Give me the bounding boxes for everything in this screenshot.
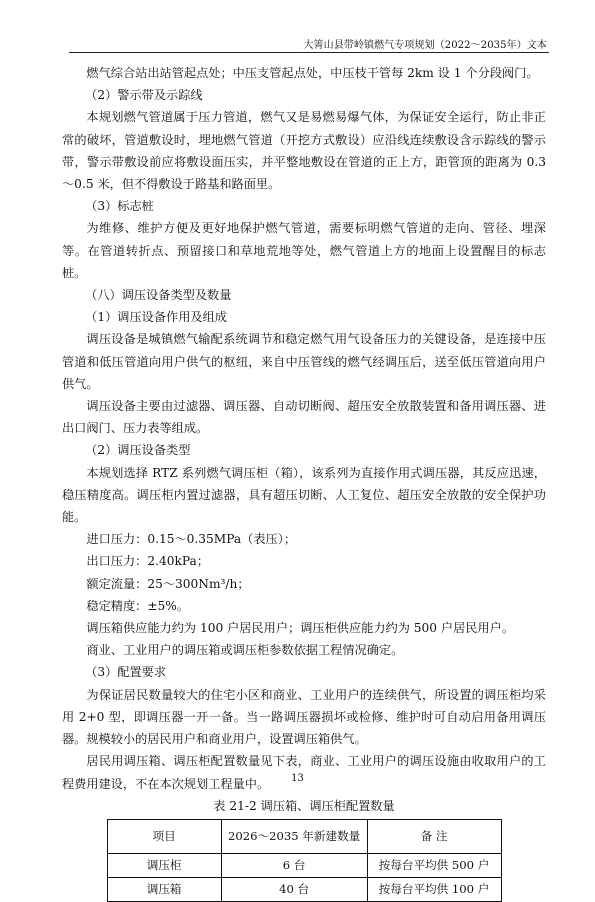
column-header-note: 备 注	[367, 819, 501, 853]
paragraph-valve-locations: 燃气综合站出站管起点处；中压支管起点处，中压枝干管每 2km 设 1 个分段阀门。	[86, 66, 539, 80]
paragraph-marker-post: 为维修、维护方便及更好地保护燃气管道，需要标明燃气管道的走向、管径、埋深等。在管道转折点、预留接口和草地荒地等处，燃气管道上方的地面上设置醒目的标志桩。	[62, 221, 546, 280]
table-header-row	[107, 819, 501, 853]
heading-config: （3）配置要求	[85, 665, 167, 680]
spec-accuracy: 稳定精度：±5%。	[86, 598, 190, 613]
cell-quantity: 6 台	[221, 853, 367, 877]
cell-note: 按每台平均供 100 户	[367, 877, 501, 901]
spec-outlet-pressure: 出口压力：2.40kPa；	[86, 554, 209, 569]
heading-regulator-role: （1）调压设备作用及组成	[85, 310, 227, 325]
paragraph-config: 为保证居民数量较大的住宅小区和商业、工业用户的连续供气，所设置的调压柜均采用 2+0 型，即调压器一开一备。当一路调压器损坏或检修、维护时可自动启用备用调压器。规模较小的居民用户和商业用户，设置调压箱供气。	[62, 687, 546, 747]
cell-quantity: 40 台	[221, 877, 367, 901]
spec-rated-flow: 额定流量：25～300Nm³/h；	[86, 576, 250, 591]
spec-inlet-pressure: 进口压力：0.15～0.35MPa（表压）；	[86, 532, 297, 547]
table-row	[107, 853, 501, 877]
running-header: 大箐山县带岭镇燃气专项规划（2022～2035年）文本	[303, 40, 547, 51]
header-rule	[69, 52, 549, 53]
heading-regulator-type: （2）调压设备类型	[85, 443, 191, 458]
page-number: 13	[291, 773, 304, 784]
paragraph-config-table-intro: 居民用调压箱、调压柜配置数量见下表，商业、工业用户的调压设施由收取用户的工程费用建设，不在本次规划工程量中。	[62, 754, 546, 791]
cell-note: 按每台平均供 500 户	[367, 853, 501, 877]
column-header-quantity: 2026～2035 年新建数量	[221, 819, 367, 853]
cell-item: 调压箱	[107, 877, 221, 901]
column-header-item: 项目	[107, 819, 221, 853]
paragraph-regulator-components: 调压设备主要由过滤器、调压器、自动切断阀、超压安全放散装置和备用调压器、进出口阀门、压力表等组成。	[62, 399, 546, 436]
paragraph-regulator-role: 调压设备是城镇燃气输配系统调节和稳定燃气用气设备压力的关键设备，是连接中压管道和低压管道向用户供气的枢纽，来自中压管线的燃气经调压后，送至低压管道向用户供气。	[62, 332, 546, 391]
paragraph-supply-capacity: 调压箱供应能力约为 100 户居民用户；调压柜供应能力约为 500 户居民用户。	[86, 621, 515, 636]
heading-regulator-types: （八）调压设备类型及数量	[85, 288, 232, 303]
table-caption: 表 21-2 调压箱、调压柜配置数量	[213, 798, 395, 813]
paragraph-commercial-params: 商业、工业用户的调压箱或调压柜参数依据工程情况确定。	[86, 643, 404, 658]
heading-warning-tape: （2）警示带及示踪线	[85, 88, 203, 103]
heading-marker-post: （3）标志桩	[85, 199, 154, 214]
paragraph-regulator-type: 本规划选择 RTZ 系列燃气调压柜（箱），该系列为直接作用式调压器，其反应迅速，稳压精度高。调压柜内置过滤器，具有超压切断、人工复位、超压安全放散的安全保护功能。	[62, 465, 546, 525]
cell-item: 调压柜	[107, 853, 221, 877]
table-row	[107, 877, 501, 901]
paragraph-warning-tape: 本规划燃气管道属于压力管道，燃气又是易燃易爆气体，为保证安全运行，防止非正常的破坏，管道敷设时，埋地燃气管道（开挖方式敷设）应沿线连续敷设含示踪线的警示带，警示带敷设前应将敷设面压实，并平整地敷设在管道的正上方，距管顶的距离为 0.3～0.5 米，但不得敷设于路基和路面里。	[62, 110, 546, 192]
regulator-config-table	[107, 819, 502, 902]
